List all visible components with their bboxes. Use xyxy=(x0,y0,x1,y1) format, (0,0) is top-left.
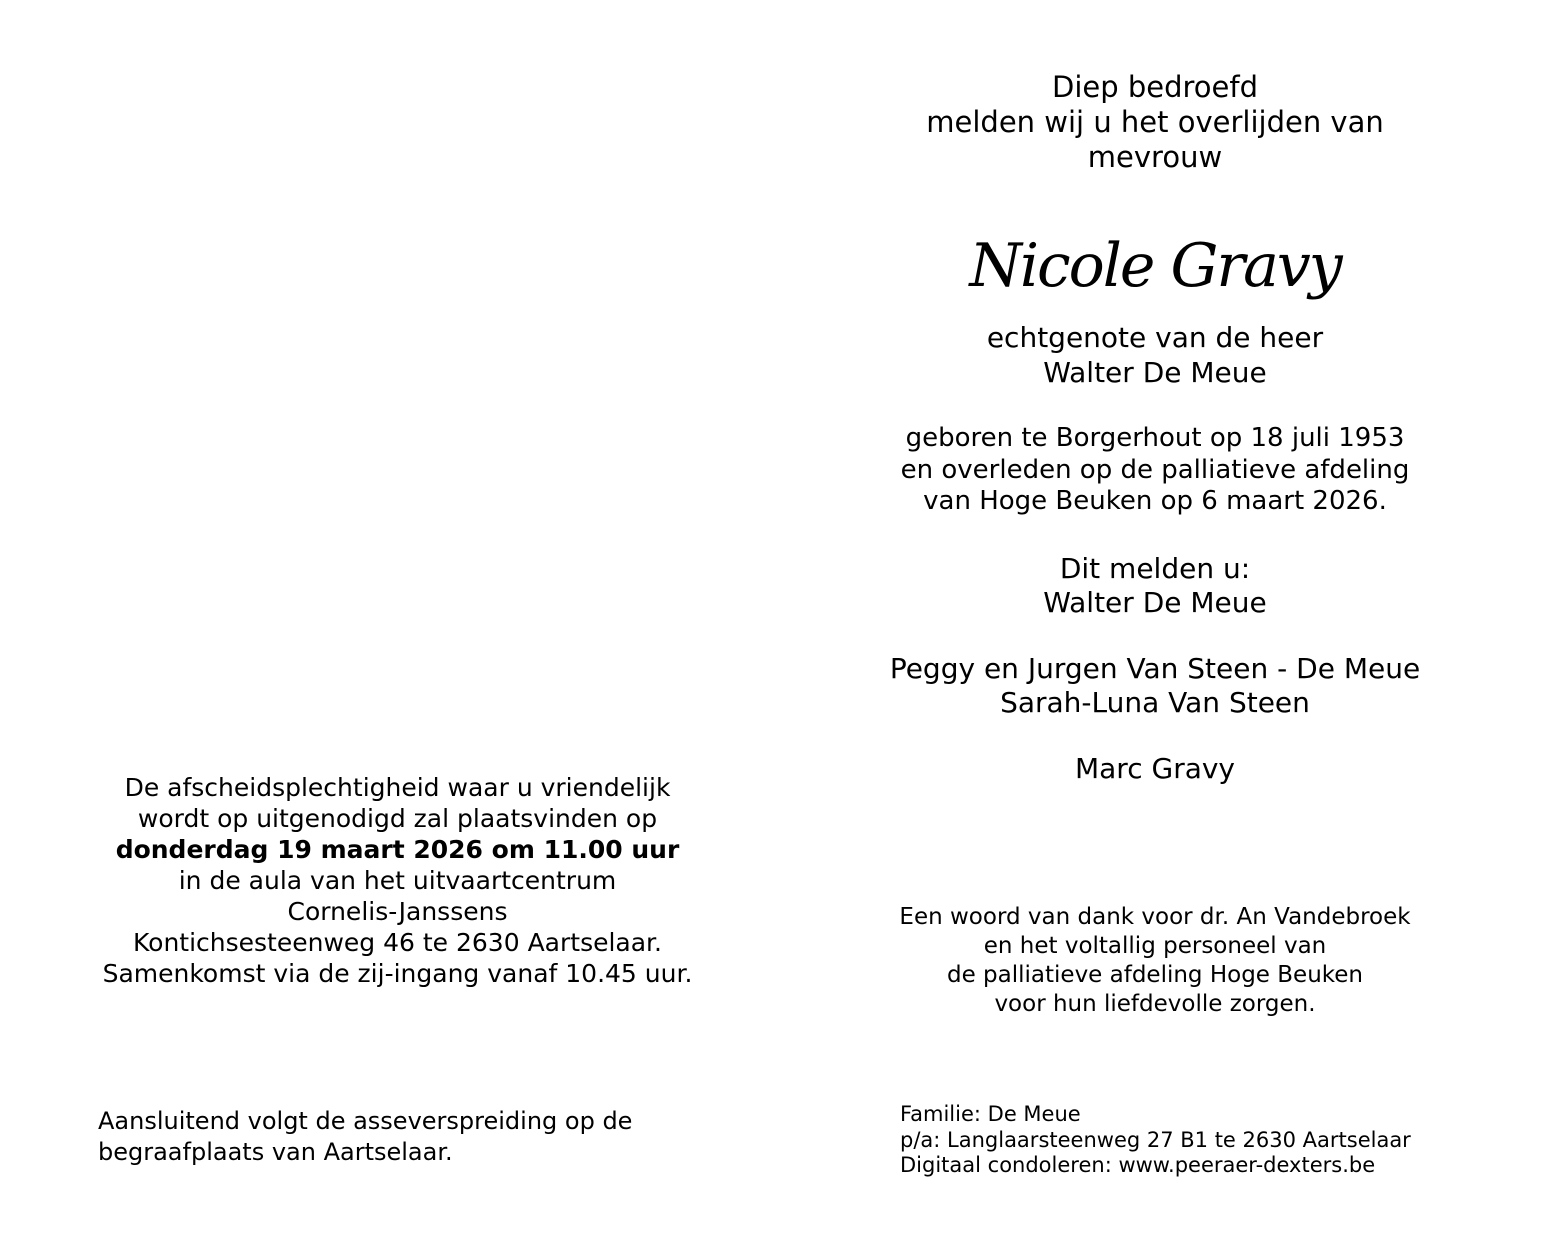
family-contact-line: p/a: Langlaarsteenweg 27 B1 te 2630 Aartselaar xyxy=(900,1127,1411,1152)
children-text xyxy=(855,652,1455,719)
thanks-line: en het voltallig personeel van xyxy=(983,933,1327,959)
spouse-text xyxy=(855,320,1455,390)
intro-text xyxy=(855,70,1455,175)
ceremony-line: wordt op uitgenodigd zal plaatsvinden op xyxy=(137,804,658,833)
spouse-line: Walter De Meue xyxy=(1043,356,1267,389)
ceremony-text xyxy=(55,772,740,989)
spouse-line: echtgenote van de heer xyxy=(986,321,1324,354)
birth-death-line: en overleden op de palliatieve afdeling xyxy=(900,454,1410,485)
announcers-line: Walter De Meue xyxy=(1043,585,1267,619)
ceremony-line: Cornelis-Janssens xyxy=(287,897,508,926)
thanks-line: voor hun liefdevolle zorgen. xyxy=(994,991,1316,1017)
birth-death-text xyxy=(855,423,1455,518)
burial-line: begraafplaats van Aartselaar. xyxy=(98,1137,453,1166)
announcers-line: Dit melden u: xyxy=(1059,552,1251,585)
family-contact-line: Digitaal condoleren: www.peeraer-dexters.be xyxy=(900,1153,1376,1177)
ceremony-date: donderdag 19 maart 2026 om 11.00 uur xyxy=(115,835,680,864)
thanks-line: de palliatieve afdeling Hoge Beuken xyxy=(946,962,1364,988)
burial-text xyxy=(98,1106,738,1167)
ceremony-line: De afscheidsplechtigheid waar u vriendelijk xyxy=(124,773,671,802)
children-line: Peggy en Jurgen Van Steen - De Meue xyxy=(889,652,1421,685)
brother-text: Marc Gravy xyxy=(1074,752,1235,785)
ceremony-line: in de aula van het uitvaartcentrum xyxy=(178,866,617,895)
thanks-text xyxy=(855,903,1455,1019)
intro-line: Diep bedroefd xyxy=(1051,70,1258,104)
thanks-line: Een woord van dank voor dr. An Vandebroek xyxy=(899,904,1411,930)
burial-line: Aansluitend volgt de asseverspreiding op de xyxy=(98,1107,633,1135)
family-contact xyxy=(900,1102,1460,1179)
ceremony-line: Kontichsesteenweg 46 te 2630 Aartselaar. xyxy=(133,928,662,957)
birth-death-line: van Hoge Beuken op 6 maart 2026. xyxy=(923,486,1387,516)
announcers-text xyxy=(855,552,1455,619)
family-contact-line: Familie: De Meue xyxy=(900,1102,1081,1126)
intro-line: mevrouw xyxy=(1087,140,1223,174)
children-line: Sarah-Luna Van Steen xyxy=(1000,685,1310,719)
ceremony-line: Samenkomst via de zij-ingang vanaf 10.45 uur. xyxy=(102,959,693,988)
intro-line: melden wij u het overlijden van xyxy=(926,105,1384,139)
deceased-name: Nicole Gravy xyxy=(969,231,1341,301)
birth-death-line: geboren te Borgerhout op 18 juli 1953 xyxy=(905,423,1405,453)
